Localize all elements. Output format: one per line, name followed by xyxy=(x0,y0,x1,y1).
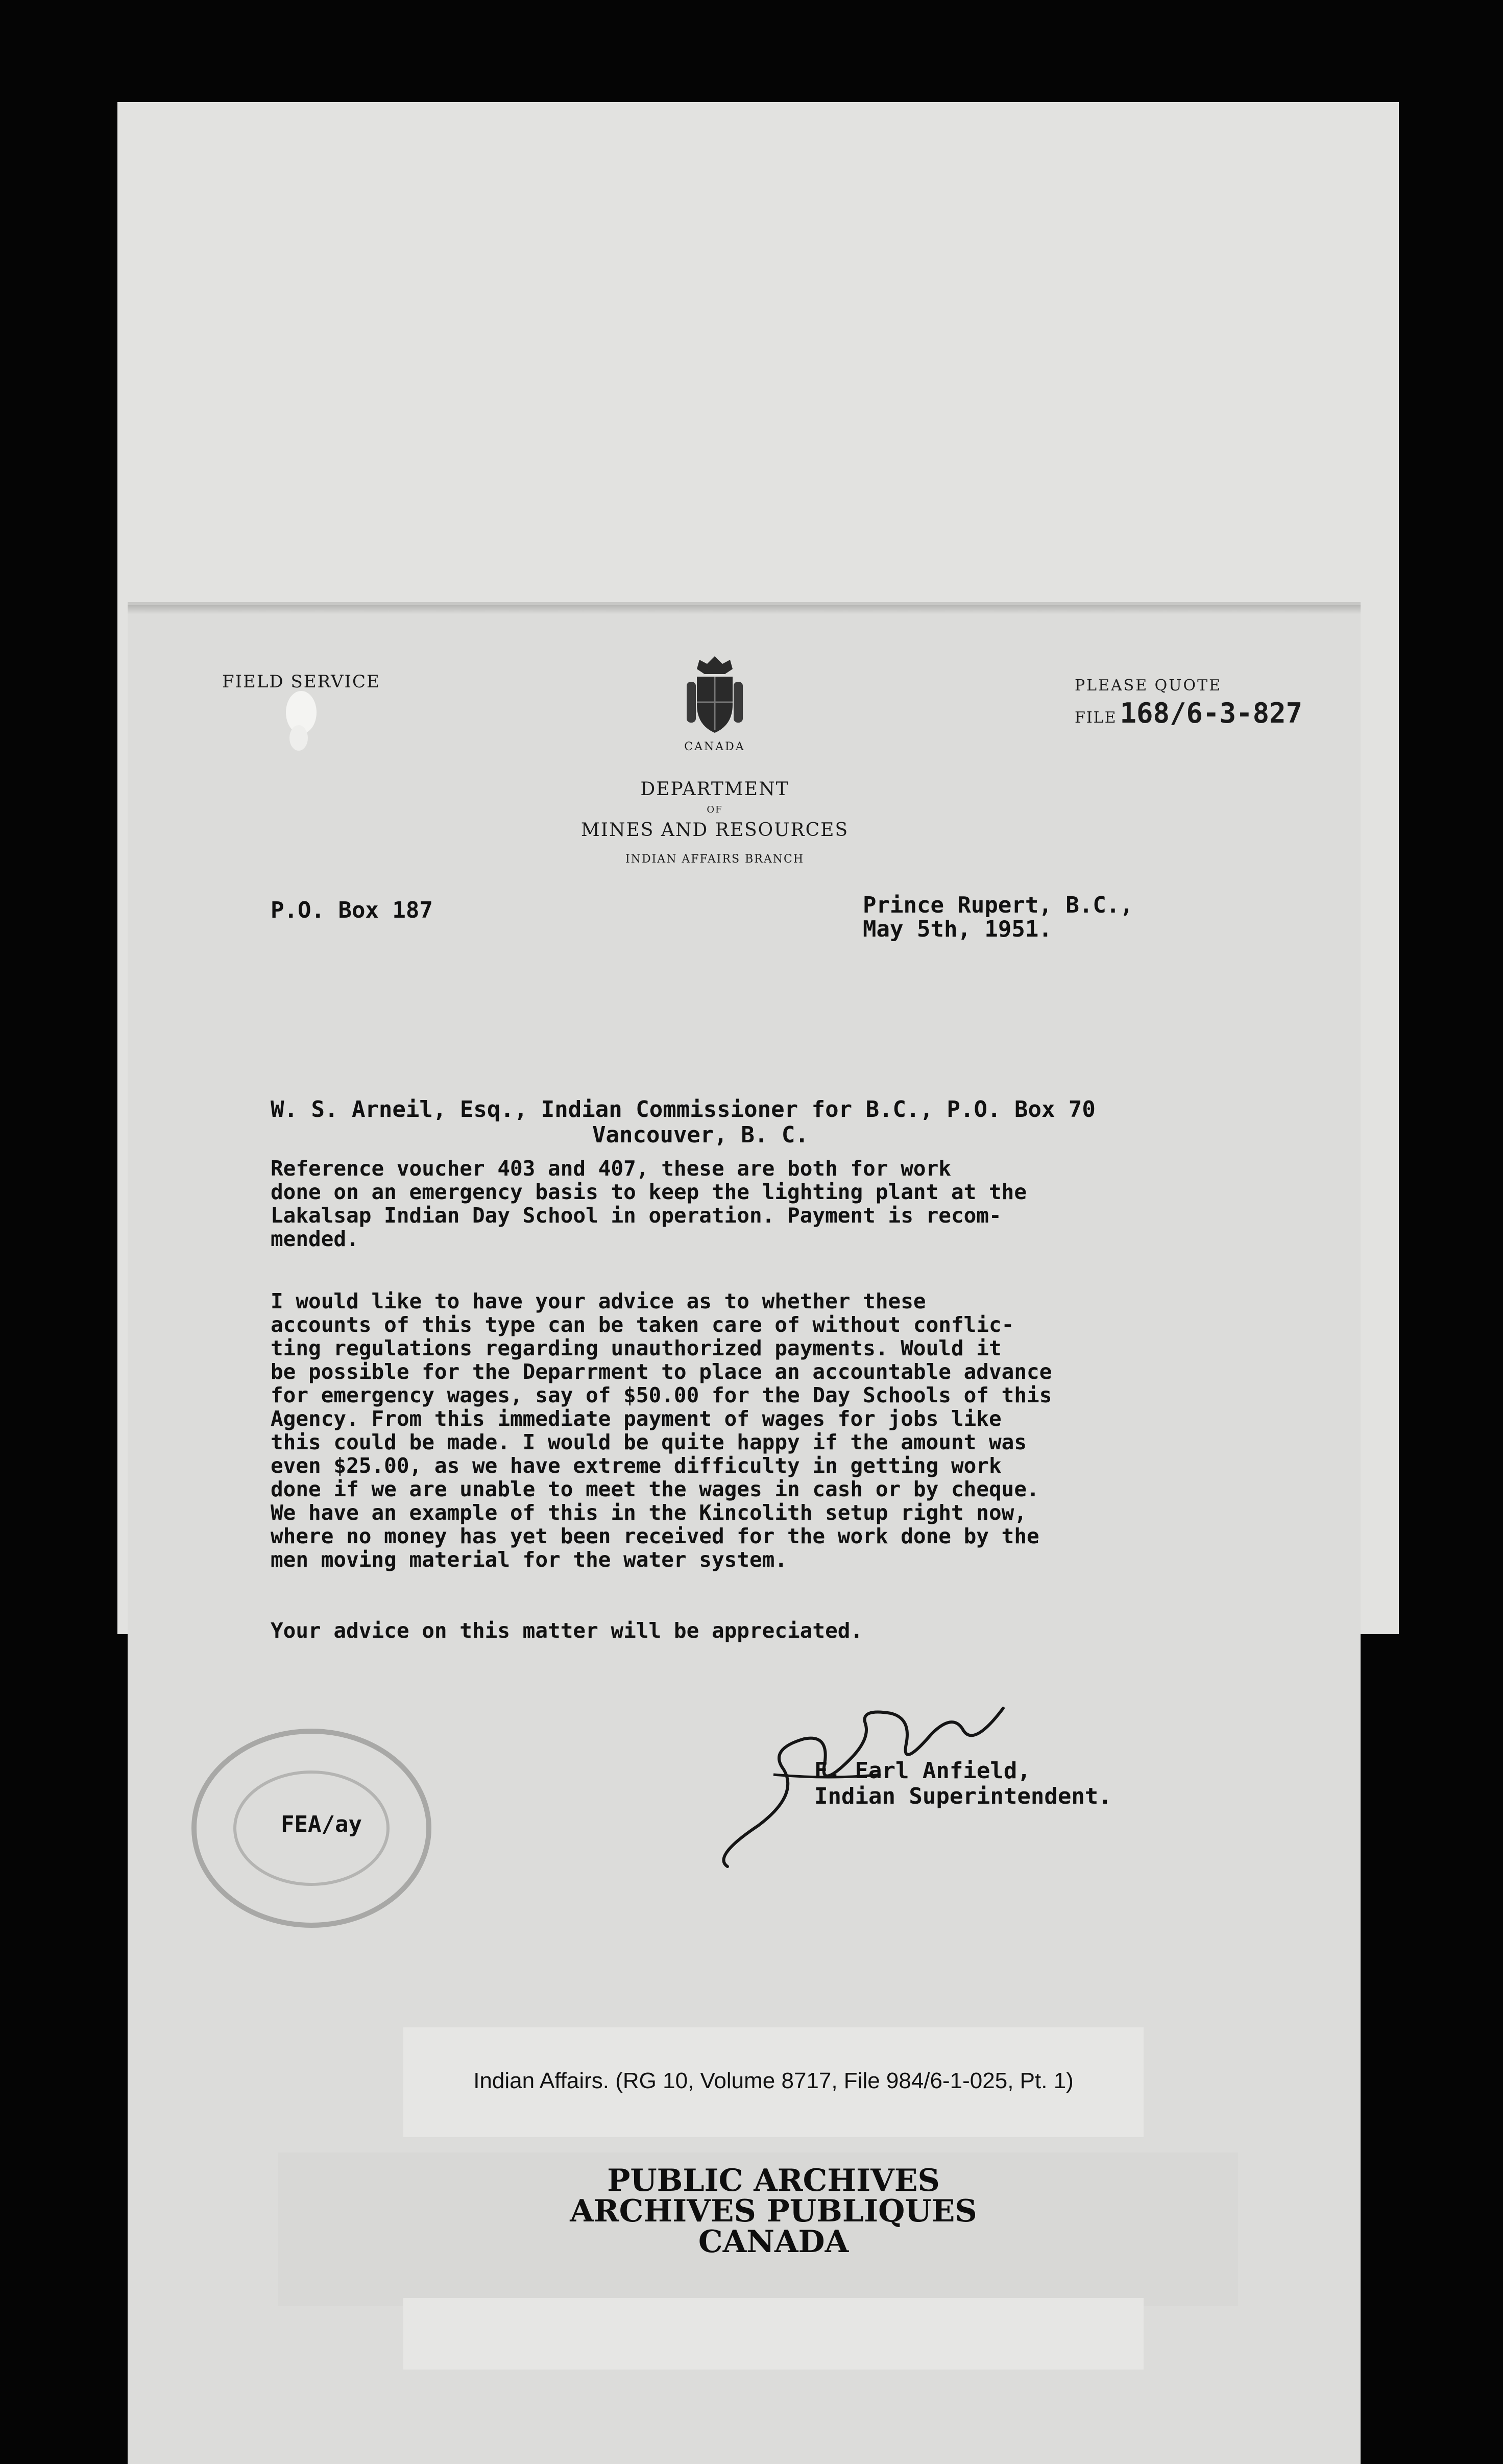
sheet-edge xyxy=(128,605,1361,614)
signatory-title: Indian Superintendent. xyxy=(814,1783,1112,1809)
archive-stamp-line-3: CANADA xyxy=(698,2224,849,2260)
typist-initials: FEA/ay xyxy=(281,1811,362,1837)
archive-stamp xyxy=(403,2163,1144,2260)
letterhead-branch: INDIAN AFFAIRS BRANCH xyxy=(625,853,804,866)
archive-reference-text: Indian Affairs. (RG 10, Volume 8717, File 984/6-1-025, Pt. 1) xyxy=(473,2068,1074,2093)
letter-place: Prince Rupert, B.C., xyxy=(863,892,1133,918)
letter-date: May 5th, 1951. xyxy=(863,916,1052,942)
po-box: P.O. Box 187 xyxy=(271,897,433,923)
archive-card-foot xyxy=(403,2298,1144,2370)
file-number: 168/6-3-827 xyxy=(1120,697,1303,729)
recipient-line-2: Vancouver, B. C. xyxy=(592,1122,809,1148)
file-reference xyxy=(1075,697,1302,729)
canada-crest-icon xyxy=(682,654,748,735)
archive-stamp-line-1: PUBLIC ARCHIVES xyxy=(607,2163,940,2198)
letterhead-mines-resources: MINES AND RESOURCES xyxy=(580,820,849,841)
file-label: FILE xyxy=(1075,709,1117,727)
body-paragraph-2: I would like to have your advice as to whether these accounts of this type can be taken care of without conflic- ting regulations regarding unauthorized payments. Would it be possible for the Deparrment to place an accountable advance for emergency wages, say of $50.00 for the Day Schools of this Agency. From this immediate payment of wages for jobs like this could be made. I would be quite happy if the amount was even $25.00, as we have extreme difficulty in getting work done if we are unable to meet the wages in cash or by cheque. We have an example of this in the Kincolith setup right now, where no money has yet been received for the work done by the men moving material for the water system. xyxy=(271,1289,1052,1572)
recipient-line-1: W. S. Arneil, Esq., Indian Commissioner for B.C., P.O. Box 70 xyxy=(271,1096,1096,1122)
archive-reference-label xyxy=(403,2027,1144,2137)
letterhead-of: OF xyxy=(707,804,723,815)
please-quote-label: PLEASE QUOTE xyxy=(1075,677,1222,695)
archive-stamp-line-2: ARCHIVES PUBLIQUES xyxy=(570,2193,977,2229)
letterhead-canada: CANADA xyxy=(684,740,745,753)
body-paragraph-1: Reference voucher 403 and 407, these are both for work done on an emergency basis to keep the lighting plant at the Lakalsap Indian Day School in operation. Payment is recom- mended. xyxy=(271,1156,1027,1251)
body-paragraph-3: Your advice on this matter will be appreciated. xyxy=(271,1618,863,1643)
signatory-name: F. Earl Anfield, xyxy=(814,1758,1031,1784)
field-service-label: FIELD SERVICE xyxy=(222,672,380,692)
letterhead-department: DEPARTMENT xyxy=(640,779,789,800)
